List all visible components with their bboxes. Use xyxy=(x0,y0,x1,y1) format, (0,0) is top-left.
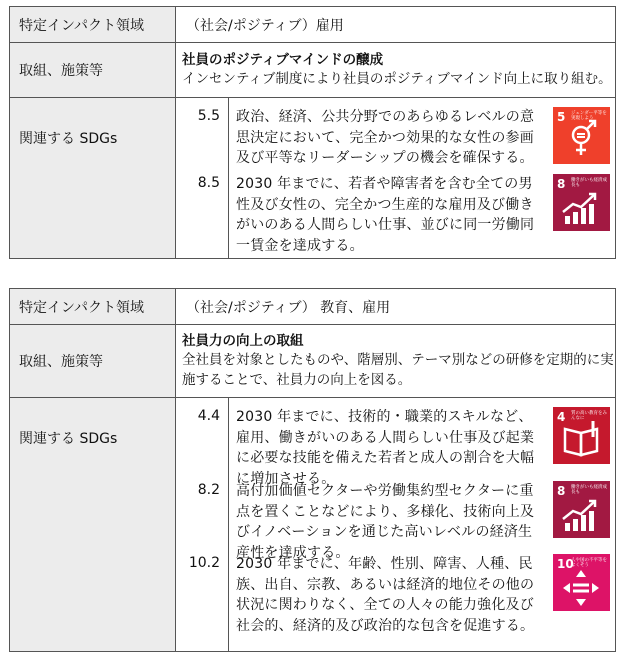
target-number: 5.5 xyxy=(197,108,220,124)
decent-work-icon: 8 働きがいも経済成長も xyxy=(553,481,610,538)
measures-text: 全社員を対象としたものや、階層別、テーマ別などの研修を定期的に実施することで、社員力の向上を図る。 xyxy=(182,352,614,388)
impact-table-2 xyxy=(9,288,616,652)
measures-cell xyxy=(176,43,616,98)
sdgs-cell xyxy=(176,398,616,652)
target-text: 2030 年までに、技術的・職業的スキルなど、雇用、働きがいのある人間らしい仕事及び起業に必要な技能を備えた若者と成人の割合を大幅に増加させる。 xyxy=(236,409,535,487)
gender-equality-icon: 5 ジェンダー平等を実現しよう xyxy=(553,107,610,164)
target-text: 2030 年までに、若者や障害者を含む全ての男性及び女性の、完全かつ生産的な雇用及び働きがいのある人間らしい仕事、並びに同一労働同一賃金を達成する。 xyxy=(236,176,535,254)
measures-title: 社員のポジティブマインドの醸成 xyxy=(182,52,384,68)
measures-title: 社員力の向上の取組 xyxy=(182,333,304,349)
sdgs-label: 関連する SDGs xyxy=(10,398,176,652)
target-number: 8.5 xyxy=(197,175,220,191)
reduced-inequalities-icon: 10 人や国の不平等をなくそう xyxy=(553,554,610,611)
sdgs-label: 関連する SDGs xyxy=(10,98,176,259)
target-number: 8.2 xyxy=(197,482,220,498)
area-value: （社会/ポジティブ）雇用 xyxy=(176,7,616,43)
target-text: 政治、経済、公共分野でのあらゆるレベルの意思決定において、完全かつ効果的な女性の参画及び平等なリーダーシップの機会を確保する。 xyxy=(236,109,535,166)
decent-work-icon: 8 働きがいも経済成長も xyxy=(553,174,610,231)
target-text: 2030 年までに、年齢、性別、障害、人種、民族、出自、宗教、あるいは経済的地位その他の状況に関わりなく、全ての人々の能力強化及び社会的、経済的及び政治的な包含を促進する。 xyxy=(236,556,535,634)
quality-education-icon: 4 質の高い教育をみんなに xyxy=(553,407,610,464)
column-divider xyxy=(228,98,229,258)
target-text: 高付加価値セクターや労働集約型セクターに重点を置くことなどにより、多様化、技術向上及びイノベーションを通じた高いレベルの経済生産性を達成する。 xyxy=(236,483,535,561)
area-label: 特定インパクト領域 xyxy=(10,7,176,43)
sdgs-cell xyxy=(176,98,616,259)
area-value: （社会/ポジティブ） 教育、雇用 xyxy=(176,289,616,325)
measures-label: 取組、施策等 xyxy=(10,325,176,398)
measures-label: 取組、施策等 xyxy=(10,43,176,98)
target-number: 10.2 xyxy=(188,555,220,571)
column-divider xyxy=(228,398,229,651)
measures-text: インセンティブ制度により社員のポジティブマインド向上に取り組む。 xyxy=(182,71,612,87)
area-label: 特定インパクト領域 xyxy=(10,289,176,325)
measures-cell xyxy=(176,325,616,398)
impact-table-1 xyxy=(9,6,616,259)
target-number: 4.4 xyxy=(197,408,220,424)
